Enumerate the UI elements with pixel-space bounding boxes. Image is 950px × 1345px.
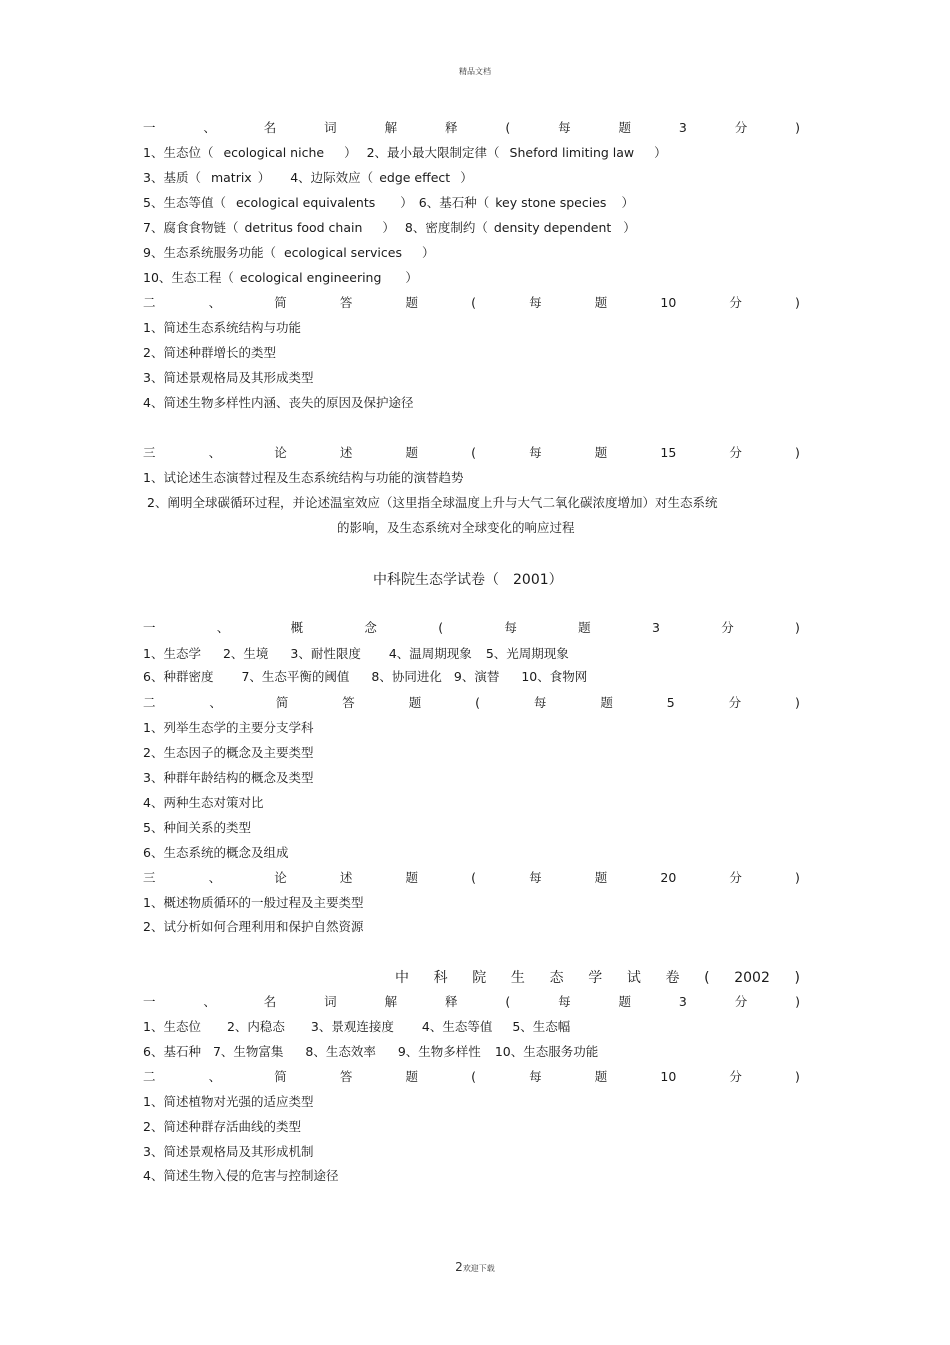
heading-char: (: [505, 994, 511, 1009]
question-item: 2、试分析如何合理利用和保护自然资源: [143, 919, 364, 934]
heading-char: 题: [618, 994, 632, 1009]
question-item: 3、种群年龄结构的概念及类型: [143, 770, 314, 785]
question-item: 1、列举生态学的主要分支学科: [143, 720, 314, 735]
question-item: 6、生态系统的概念及组成: [143, 845, 289, 860]
term-row: 3、基质（ matrix ） 4、边际效应（ edge effect ）: [143, 170, 473, 185]
heading-char: 科: [433, 970, 448, 986]
heading-char: 简: [275, 695, 289, 710]
heading-char: 分: [734, 120, 748, 135]
heading-char: 题: [405, 1069, 419, 1084]
heading-char: 分: [728, 695, 742, 710]
term-row: 6、基石种 7、生物富集 8、生态效率 9、生物多样性 10、生态服务功能: [143, 1044, 599, 1059]
heading-char: 释: [444, 994, 458, 1009]
question-item: 2、阐明全球碳循环过程，并论述温室效应（这里指全球温度上升与大气二氧化碳浓度增加）对生态系统: [147, 495, 718, 510]
page-footer: [0, 1260, 950, 1274]
heading-char: 院: [472, 970, 487, 986]
heading-char: 题: [578, 620, 591, 635]
exam-title: [395, 969, 800, 987]
heading-char: ): [795, 295, 800, 310]
heading-char: 3: [678, 120, 687, 135]
heading-char: ): [795, 994, 800, 1009]
heading-char: 题: [594, 295, 608, 310]
question-item: 1、概述物质循环的一般过程及主要类型: [143, 895, 364, 910]
heading-char: 分: [729, 1069, 742, 1084]
heading-char: 题: [405, 445, 419, 460]
heading-char: 15: [660, 445, 677, 460]
heading-char: 20: [660, 870, 677, 885]
heading-char: 分: [729, 445, 742, 460]
question-item: 2、简述种群存活曲线的类型: [143, 1119, 301, 1134]
footer-text: 欢迎下载: [462, 1264, 495, 1273]
heading-char: 、: [216, 620, 230, 635]
term-row: 5、生态等值（ ecological equivalents ） 6、基石种（ key stone species ）: [143, 195, 634, 210]
heading-char: (: [505, 120, 511, 135]
term-row: 6、种群密度 7、生态平衡的阈值 8、协同进化 9、演替 10、食物网: [143, 669, 588, 684]
heading-char: 简: [274, 295, 287, 310]
heading-char: 分: [729, 295, 742, 310]
heading-char: 念: [364, 620, 377, 635]
heading-char: 每: [504, 620, 517, 635]
heading-char: 题: [594, 445, 608, 460]
term-row: 7、腐食食物链（ detritus food chain ） 8、密度制约（ density dependent ）: [143, 220, 636, 235]
question-item: 3、简述景观格局及其形成机制: [143, 1144, 314, 1159]
heading-char: 分: [729, 870, 742, 885]
heading-char: ): [795, 695, 800, 710]
question-item: 4、两种生态对策对比: [143, 795, 264, 810]
section-heading-2: [143, 295, 800, 311]
heading-char: 、: [208, 445, 222, 460]
heading-char: 10: [660, 295, 677, 310]
heading-char: 题: [405, 870, 419, 885]
heading-char: 中: [395, 970, 409, 986]
heading-char: 二: [143, 295, 156, 310]
heading-char: 、: [208, 295, 222, 310]
section-heading-3: [143, 870, 800, 886]
heading-char: 10: [660, 1069, 677, 1084]
heading-char: ): [795, 1069, 800, 1084]
term-row: 10、生态工程（ ecological engineering ）: [143, 270, 418, 285]
question-item: 5、种间关系的类型: [143, 820, 251, 835]
heading-char: 词: [324, 994, 337, 1009]
question-item: 4、简述生物入侵的危害与控制途径: [143, 1168, 339, 1183]
heading-char: ): [794, 970, 800, 986]
section-heading-2: [143, 1069, 800, 1085]
heading-char: 三: [143, 870, 156, 885]
page-number: 2: [455, 1260, 463, 1274]
heading-char: 答: [339, 1069, 353, 1084]
heading-char: 题: [594, 1069, 608, 1084]
term-row: 1、生态学 2、生境 3、耐性限度 4、温周期现象 5、光周期现象: [143, 646, 569, 661]
section-heading-3: [143, 445, 800, 461]
heading-char: 每: [558, 120, 571, 135]
heading-char: 答: [339, 295, 353, 310]
heading-char: 、: [203, 994, 216, 1009]
heading-char: (: [438, 620, 444, 635]
term-row: 1、生态位（ ecological niche ） 2、最小最大限制定律（ Sheford limiting law ）: [143, 145, 667, 160]
question-item: 3、简述景观格局及其形成类型: [143, 370, 314, 385]
heading-char: 二: [143, 695, 156, 710]
heading-char: 、: [209, 695, 222, 710]
heading-char: 简: [274, 1069, 287, 1084]
question-item: 4、简述生物多样性内涵、丧失的原因及保护途径: [143, 395, 414, 410]
heading-char: 论: [274, 870, 287, 885]
heading-char: 分: [721, 620, 734, 635]
heading-char: 每: [529, 870, 542, 885]
heading-char: 一: [143, 120, 156, 135]
heading-char: 述: [339, 445, 353, 460]
section-heading-1: [143, 620, 800, 636]
heading-char: 、: [208, 1069, 222, 1084]
section-heading-2: [143, 695, 800, 711]
heading-char: (: [475, 695, 480, 710]
heading-char: (: [471, 295, 477, 310]
question-item: 1、简述生态系统结构与功能: [143, 320, 301, 335]
heading-char: 、: [208, 870, 222, 885]
heading-char: 概: [290, 620, 304, 635]
heading-char: ): [795, 870, 800, 885]
heading-char: 、: [203, 120, 216, 135]
page-header: 精品文档: [459, 67, 491, 76]
heading-char: 名: [263, 994, 277, 1009]
heading-char: 题: [405, 295, 419, 310]
heading-char: ): [795, 445, 800, 460]
heading-char: 词: [324, 120, 337, 135]
term-row: 9、生态系统服务功能（ ecological services ）: [143, 245, 435, 260]
heading-char: 3: [678, 994, 687, 1009]
question-item: 2、简述种群增长的类型: [143, 345, 276, 360]
heading-char: 试: [626, 970, 641, 986]
section-heading-1: [143, 120, 800, 136]
heading-char: 5: [666, 695, 675, 710]
heading-char: 分: [734, 994, 748, 1009]
term-row: 1、生态位 2、内稳态 3、景观连接度 4、生态等值 5、生态幅: [143, 1019, 571, 1034]
heading-char: 每: [533, 695, 547, 710]
heading-char: 2002: [734, 970, 770, 986]
heading-char: (: [471, 445, 477, 460]
heading-char: ): [795, 120, 800, 135]
heading-char: 论: [274, 445, 287, 460]
heading-char: (: [704, 970, 710, 986]
heading-char: ): [794, 620, 800, 635]
heading-char: 题: [408, 695, 422, 710]
section-heading-1: [143, 994, 800, 1010]
heading-char: 题: [618, 120, 632, 135]
heading-char: 一: [143, 620, 156, 635]
heading-char: 题: [600, 695, 613, 710]
heading-char: 每: [558, 994, 571, 1009]
heading-char: 每: [529, 445, 542, 460]
heading-char: 卷: [665, 970, 680, 986]
exam-title: 中科院生态学试卷（ 2001）: [373, 572, 563, 588]
heading-char: 名: [263, 120, 277, 135]
heading-char: (: [471, 1069, 477, 1084]
heading-char: 二: [143, 1069, 156, 1084]
heading-char: 三: [143, 445, 156, 460]
question-item-continued: 的影响，及生态系统对全球变化的响应过程: [337, 520, 575, 535]
heading-char: 生: [510, 970, 525, 986]
heading-char: 释: [444, 120, 458, 135]
heading-char: 每: [529, 295, 542, 310]
question-item: 1、试论述生态演替过程及生态系统结构与功能的演替趋势: [143, 470, 464, 485]
heading-char: 3: [651, 620, 660, 635]
question-item: 2、生态因子的概念及主要类型: [143, 745, 314, 760]
heading-char: (: [471, 870, 477, 885]
heading-char: 解: [384, 994, 398, 1009]
heading-char: 答: [342, 695, 355, 710]
heading-char: 述: [339, 870, 353, 885]
heading-char: 每: [529, 1069, 542, 1084]
heading-char: 态: [549, 970, 564, 986]
heading-char: 学: [588, 970, 603, 986]
heading-char: 解: [384, 120, 398, 135]
question-item: 1、简述植物对光强的适应类型: [143, 1094, 314, 1109]
heading-char: 一: [143, 994, 156, 1009]
heading-char: 题: [594, 870, 608, 885]
